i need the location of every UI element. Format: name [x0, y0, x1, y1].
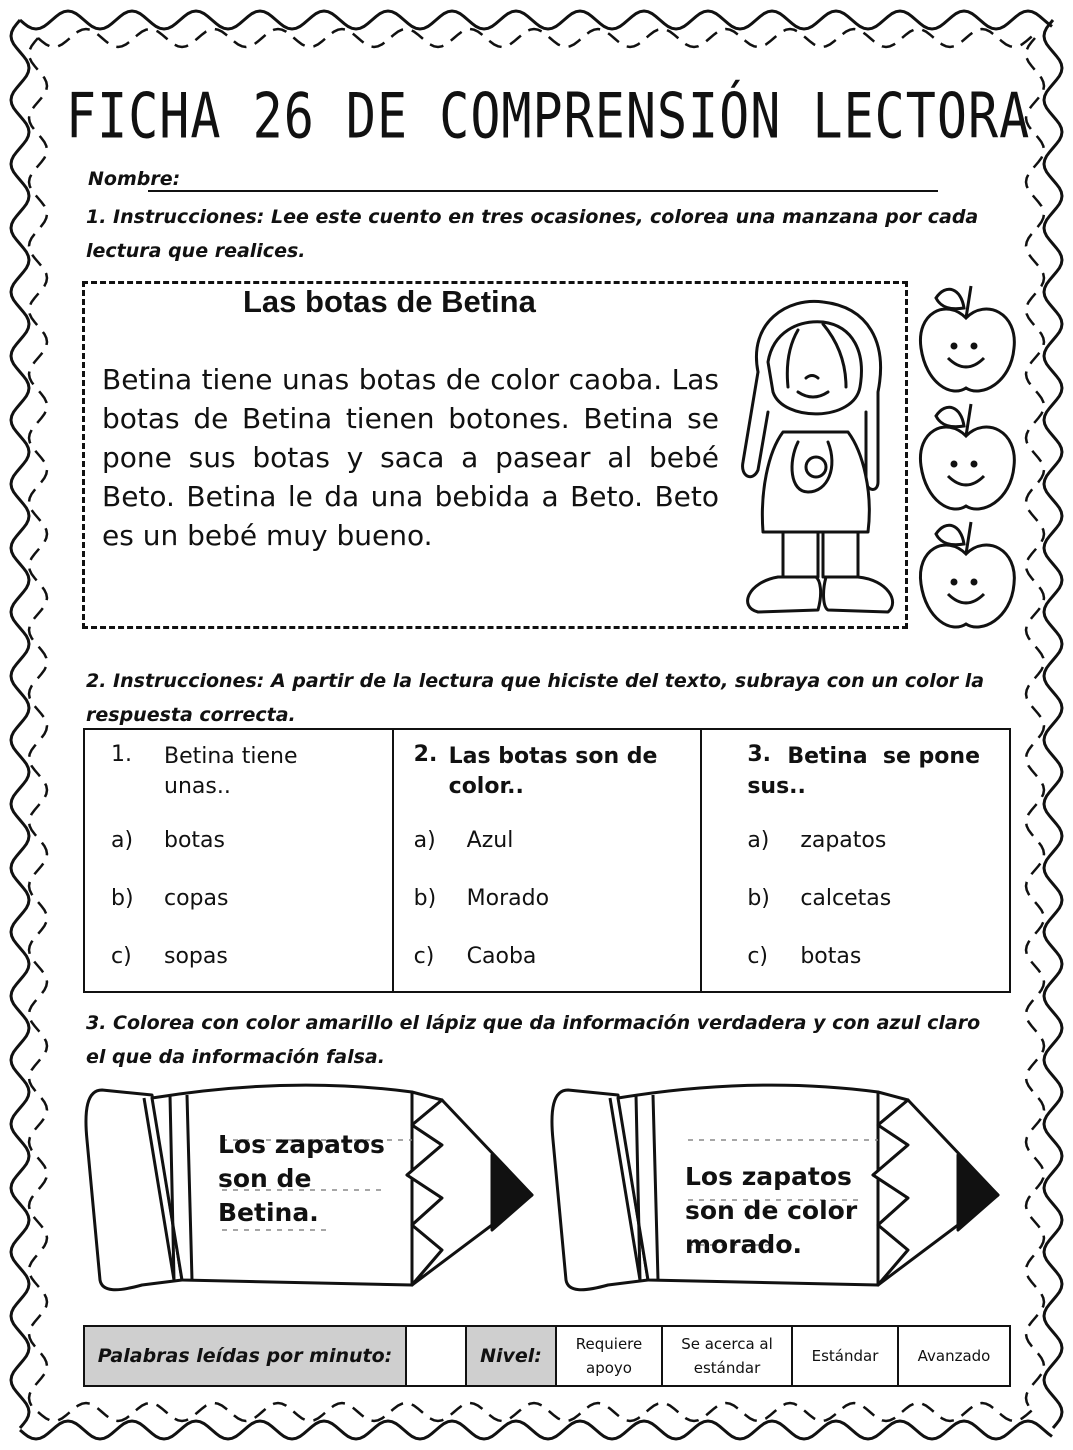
option-letter: c) [413, 944, 435, 969]
option-letter: a) [747, 828, 770, 853]
question-text: Betina se pone sus.. [747, 744, 988, 799]
question-number: 2. [413, 742, 438, 767]
name-input-line[interactable] [148, 190, 938, 192]
words-per-minute-input[interactable] [406, 1326, 466, 1386]
option-c[interactable]: Caoba [466, 944, 537, 969]
pencil-1-text: Los zapatos son de Betina. [218, 1130, 385, 1227]
story-text: Betina tiene unas botas de color caoba. Las botas de Betina tienen botones. Betina se pone sus botas y saca a pasear al bebé Beto. Betina le da una bebida a Beto. Beto es un bebé muy bueno. [102, 363, 719, 552]
questions-table [83, 728, 1011, 993]
pencil-2-text: Los zapatos son de color morado. [685, 1162, 858, 1259]
level-option-se-acerca[interactable]: Se acerca al estándar [662, 1326, 792, 1386]
question-number: 1. [111, 742, 132, 767]
option-b[interactable]: Morado [466, 886, 550, 911]
reading-level-table [83, 1325, 1011, 1387]
option-a[interactable]: zapatos [800, 828, 887, 853]
option-letter: c) [747, 944, 768, 969]
name-label: Nombre: [88, 168, 181, 190]
option-a[interactable]: botas [164, 828, 225, 853]
instruction-3: 3. Colorea con color amarillo el lápiz que da información verdadera y con azul claro el que da información falsa. [86, 1012, 981, 1068]
question-text: Las botas son de color.. [448, 744, 658, 799]
option-letter: c) [111, 944, 132, 969]
option-letter: b) [111, 886, 134, 911]
girl-illustration [728, 292, 900, 622]
story-title: Las botas de Betina [243, 284, 536, 319]
question-1 [84, 729, 393, 992]
words-per-minute-label: Palabras leídas por minuto: [84, 1326, 406, 1386]
apple-icon-1[interactable] [920, 286, 1014, 391]
apples-column [916, 278, 1020, 630]
question-text: Betina tiene unas.. [164, 744, 298, 799]
apple-icon-3[interactable] [920, 522, 1014, 627]
level-option-avanzado[interactable]: Avanzado [898, 1326, 1010, 1386]
option-c[interactable]: botas [800, 944, 862, 969]
question-3 [701, 729, 1010, 992]
option-b[interactable]: copas [164, 886, 229, 911]
option-letter: a) [111, 828, 134, 853]
level-label: Nivel: [466, 1326, 556, 1386]
apple-icon-2[interactable] [920, 404, 1014, 509]
instruction-1: 1. Instrucciones: Lee este cuento en tres ocasiones, colorea una manzana por cada lectura que realices. [86, 206, 979, 262]
option-b[interactable]: calcetas [800, 886, 892, 911]
instruction-2: 2. Instrucciones: A partir de la lectura que hiciste del texto, subraya con un color la respuesta correcta. [86, 670, 985, 726]
option-letter: b) [747, 886, 770, 911]
question-2 [393, 729, 702, 992]
option-letter: a) [413, 828, 436, 853]
worksheet-title: FICHA 26 DE COMPRENSIÓN LECTORA [66, 80, 1031, 153]
option-letter: b) [413, 886, 437, 911]
option-a[interactable]: Azul [466, 828, 514, 853]
question-number: 3. [747, 742, 771, 767]
level-option-requiere-apoyo[interactable]: Requiere apoyo [556, 1326, 662, 1386]
option-c[interactable]: sopas [164, 944, 228, 969]
level-option-estandar[interactable]: Estándar [792, 1326, 898, 1386]
